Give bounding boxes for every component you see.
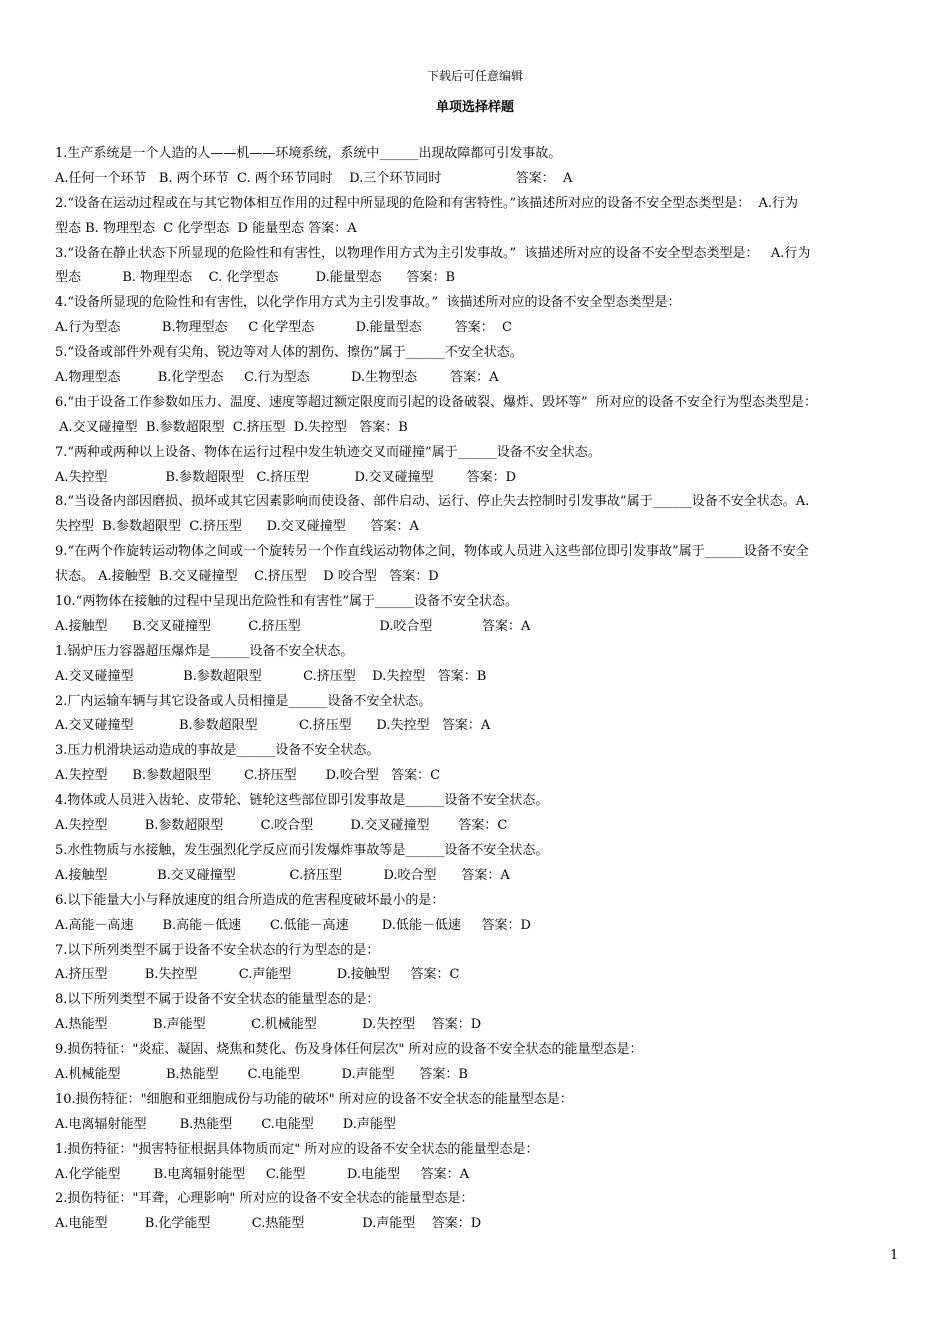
- text-line: A.交叉碰撞型 B.参数超限型 C.挤压型 D.失控型 答案：B: [55, 419, 408, 435]
- text-line: A.交叉碰撞型 B.参数超限型 C.挤压型 D.失控型 答案：A: [55, 718, 491, 734]
- text-line: A.任何一个环节 B. 两个环节 C. 两个环节同时 D.三个环节同时 答案： A: [55, 170, 573, 186]
- text-line: A.化学能型 B.电离辐射能型 C.能型 D.电能型 答案：A: [55, 1166, 470, 1182]
- text-line: 7.“两种或两种以上设备、物体在运行过程中发生轨迹交叉而碰撞”属于______设备不安全状态。: [55, 444, 601, 460]
- text-line: A.失控型 B.参数超限型 C.挤压型 D.咬合型 答案：C: [55, 768, 441, 784]
- text-line: 型态 B. 物理型态 C 化学型态 D 能量型态 答案：A: [55, 220, 357, 236]
- text-line: 6.以下能量大小与释放速度的组合所造成的危害程度破坏最小的是：: [55, 892, 445, 908]
- text-line: 3.压力机滑块运动造成的事故是______设备不安全状态。: [55, 743, 380, 759]
- text-line: A.交叉碰撞型 B.参数超限型 C.挤压型 D.失控型 答案：B: [55, 668, 487, 684]
- text-line: 10.“两物体在接触的过程中呈现出危险性和有害性”属于______设备不安全状态。: [55, 594, 518, 610]
- text-line: 6.“由于设备工作参数如压力、温度、速度等超过额定限度而引起的设备破裂、爆炸、毁坏等” 所对应的设备不安全行为型态类型是：: [55, 394, 817, 410]
- text-line: A.电能型 B.化学能型 C.热能型 D.声能型 答案：D: [55, 1216, 482, 1232]
- text-line: 9.“在两个作旋转运动物体之间或一个旋转另一个作直线运动物体之间，物体或人员进入这些部位即引发事故”属于______设备不安全: [55, 544, 809, 560]
- text-line: 8.以下所列类型不属于设备不安全状态的能量型态的是：: [55, 992, 380, 1008]
- text-line: 5.“设备或部件外观有尖角、锐边等对人体的割伤、擦伤”属于______不安全状态。: [55, 345, 523, 361]
- text-line: 1.损伤特征："损害特征根据具体物质而定" 所对应的设备不安全状态的能量型态是：: [55, 1141, 539, 1157]
- text-line: 5.水性物质与水接触，发生强烈化学反应而引发爆炸事故等是______设备不安全状态。: [55, 842, 549, 858]
- text-line: A.失控型 B.参数超限型 C.咬合型 D.交叉碰撞型 答案：C: [55, 818, 508, 834]
- text-line: A.行为型态 B.物理型态 C 化学型态 D.能量型态 答案： C: [55, 320, 512, 336]
- text-line: 4.“设备所显现的危险性和有害性，以化学作用方式为主引发事故。” 该描述所对应的设备不安全型态类型是：: [55, 295, 681, 311]
- text-line: 状态。 A.接触型 B.交叉碰撞型 C.挤压型 D 咬合型 答案：D: [55, 569, 439, 585]
- text-line: A.挤压型 B.失控型 C.声能型 D.接触型 答案：C: [55, 967, 460, 983]
- document-title: 单项选择样题: [435, 100, 514, 115]
- text-line: 2.损伤特征："耳聋，心理影响" 所对应的设备不安全状态的能量型态是：: [55, 1191, 474, 1207]
- text-line: 1.生产系统是一个人造的人——机——环境系统，系统中______出现故障都可引发事故。: [55, 146, 562, 161]
- text-line: 4.物体或人员进入齿轮、皮带轮、链轮这些部位即引发事故是______设备不安全状态。: [55, 793, 549, 809]
- text-line: A.热能型 B.声能型 C.机械能型 D.失控型 答案：D: [55, 1017, 482, 1033]
- text-line: 2.“设备在运动过程或在与其它物体相互作用的过程中所显现的危险和有害特性。”该描述所对应的设备不安全型态类型是： A.行为: [55, 195, 798, 211]
- text-line: 7.以下所列类型不属于设备不安全状态的行为型态的是：: [55, 942, 380, 958]
- text-line: A.接触型 B.交叉碰撞型 C.挤压型 D.咬合型 答案：A: [55, 618, 531, 634]
- text-line: 10.损伤特征："细胞和亚细胞成份与功能的破坏" 所对应的设备不安全状态的能量型态是：: [55, 1091, 573, 1107]
- text-line: A.失控型 B.参数超限型 C.挤压型 D.交叉碰撞型 答案：D: [55, 469, 517, 485]
- text-line: 8.“当设备内部因磨损、损坏或其它因素影响而使设备、部件启动、运行、停止失去控制时引发事故”属于______设备不安全状态。A.: [55, 494, 810, 510]
- text-line: 3.“设备在静止状态下所显现的危险性和有害性，以物理作用方式为主引发事故。” 该描述所对应的设备不安全型态类型是： A.行为: [55, 245, 811, 261]
- text-line: A.物理型态 B.化学型态 C.行为型态 D.生物型态 答案：A: [55, 370, 499, 386]
- page-number: 1: [890, 1248, 899, 1263]
- text-line: A.高能－高速 B.高能－低速 C.低能－高速 D.低能－低速 答案：D: [55, 917, 531, 933]
- text-line: 1.锅炉压力容器超压爆炸是______设备不安全状态。: [55, 643, 354, 659]
- text-line: A.接触型 B.交叉碰撞型 C.挤压型 D.咬合型 答案：A: [55, 867, 510, 883]
- text-line: 9.损伤特征："炎症、凝固、烧焦和焚化、伤及身体任何层次" 所对应的设备不安全状态的能量型态是：: [55, 1042, 643, 1058]
- page-header: 下载后可任意编辑: [426, 69, 523, 83]
- text-line: 型态 B. 物理型态 C. 化学型态 D.能量型态 答案：B: [55, 270, 456, 286]
- text-line: A.电离辐射能型 B.热能型 C.电能型 D.声能型: [55, 1116, 396, 1132]
- text-line: A.机械能型 B.热能型 C.电能型 D.声能型 答案：B: [55, 1066, 468, 1082]
- question-list: [55, 142, 910, 1237]
- text-line: 失控型 B.参数超限型 C.挤压型 D.交叉碰撞型 答案：A: [55, 519, 419, 535]
- text-line: 2.厂内运输车辆与其它设备或人员相撞是______设备不安全状态。: [55, 693, 432, 709]
